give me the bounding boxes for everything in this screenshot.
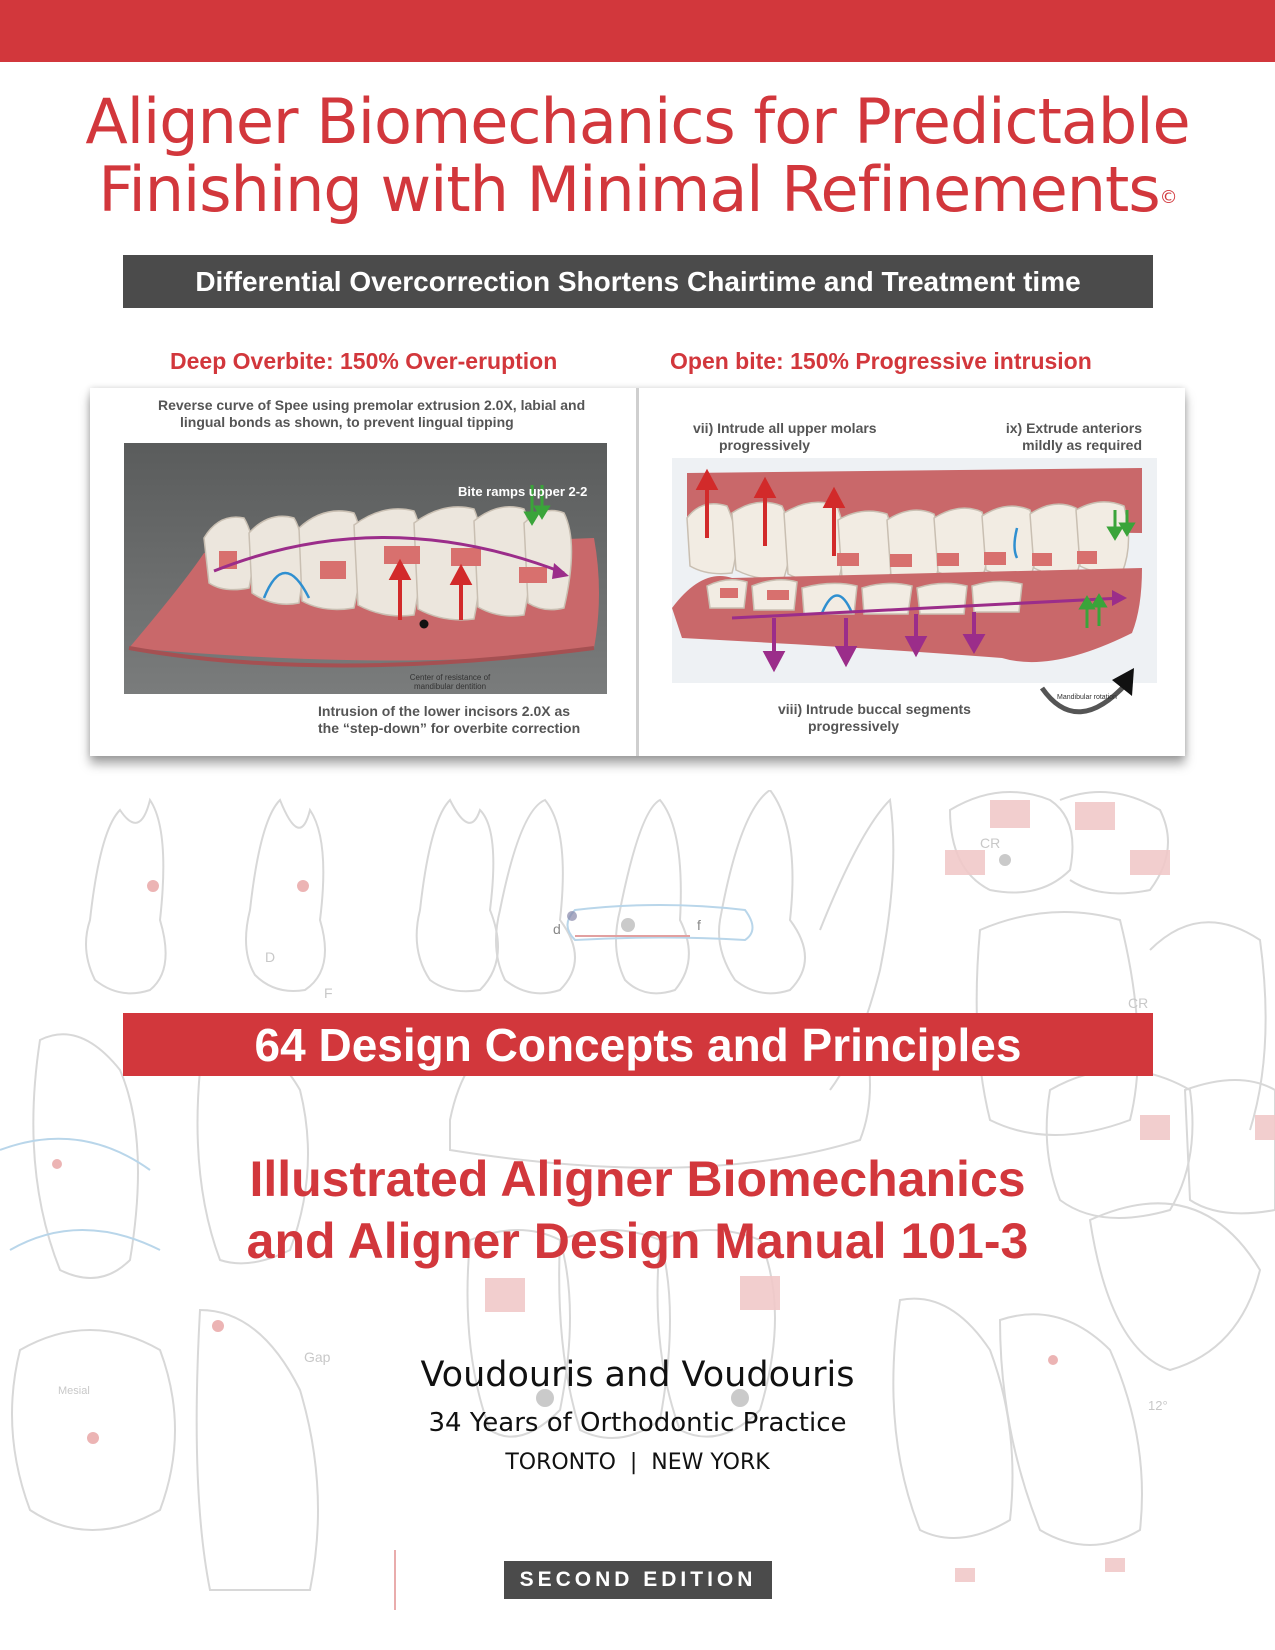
bg-label-f: F [324,985,333,1001]
intrude-upper-molars-note: vii) Intrude all upper molars progressively [693,420,877,453]
edition-badge [504,1561,772,1599]
book-title [0,85,1275,226]
bg-label-cr-2: CR [1128,995,1149,1011]
book-title-line-1: Aligner Biomechanics for Predictable [85,85,1190,158]
author-names: Voudouris and Voudouris [420,1355,855,1395]
subtitle-text: Differential Overcorrection Shortens Chairtime and Treatment time [195,265,1081,297]
premolar-extrusion-note: Reverse curve of Spee using premolar extrusion 2.0X, labial and lingual bonds as shown, to prevent lingual tipping [158,397,586,430]
extrude-anteriors-note: ix) Extrude anteriors mildly as required [1005,420,1142,453]
design-concepts-text: 64 Design Concepts and Principles [254,1018,1022,1071]
panel-divider [636,388,639,756]
bg-label-angle: 12° [1148,1398,1168,1413]
book-title-line-2: Finishing with Minimal Refinements© [98,153,1177,226]
intrude-buccal-segments-note: viii) Intrude buccal segments progressively [778,701,971,734]
top-red-bar [0,0,1275,62]
mandibular-rotation-label: Mandibular rotation [1057,694,1117,701]
manual-title-line-2: and Aligner Design Manual 101-3 [246,1213,1029,1269]
copyright-mark: © [1159,187,1177,208]
bg-label-cr-1: CR [980,835,1001,851]
open-bite-heading: Open bite: 150% Progressive intrusion [670,348,1092,374]
subtitle-banner [123,255,1153,308]
bg-label-f-lower: f [697,917,701,933]
bg-label-d: D [265,949,276,965]
deep-overbite-photo [124,443,607,694]
practice-years: 34 Years of Orthodontic Practice [428,1408,847,1438]
design-concepts-banner [123,1013,1153,1076]
manual-title-line-1: Illustrated Aligner Biomechanics [249,1151,1026,1207]
bg-label-mesial: Mesial [58,1385,90,1397]
bite-ramps-label: Bite ramps upper 2-2 [458,484,588,499]
manual-title [0,1148,1275,1272]
bg-label-d-lower: d [553,921,561,937]
deep-overbite-heading: Deep Overbite: 150% Over-eruption [170,348,558,374]
lower-incisor-intrusion-note: Intrusion of the lower incisors 2.0X as the “step-down” for overbite correction [318,703,581,736]
edition-text: SECOND EDITION [519,1568,757,1591]
bg-label-gap: Gap [304,1349,331,1365]
cities: TORONTO | NEW YORK [505,1450,770,1475]
center-of-resistance-label: Center of resistance of mandibular dentition [409,673,491,691]
